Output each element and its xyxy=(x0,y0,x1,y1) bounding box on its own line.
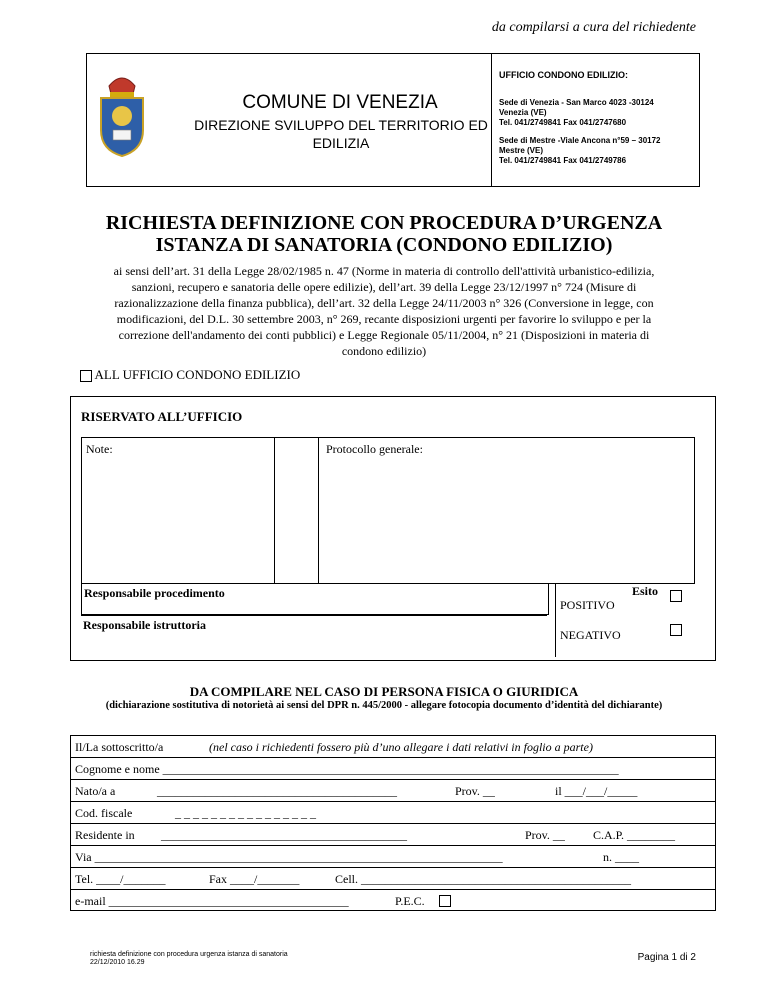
cf-label: Cod. fiscale xyxy=(75,806,133,820)
form-row-nato[interactable] xyxy=(70,779,716,801)
footer-file-info xyxy=(90,951,288,967)
mestre-line: Tel. 041/2749841 Fax 041/2749786 xyxy=(499,156,627,165)
positivo-label: POSITIVO xyxy=(560,598,615,612)
cell-field: Cell. _____________________________________________ xyxy=(335,872,631,886)
civico-field: n. ____ xyxy=(603,850,639,864)
note-cell[interactable] xyxy=(82,438,275,583)
resp-procedimento-label: Responsabile procedimento xyxy=(84,586,225,600)
resp-istruttoria-label: Responsabile istruttoria xyxy=(83,618,206,632)
ufficio-checkbox[interactable] xyxy=(80,370,92,382)
pec-checkbox[interactable] xyxy=(439,895,451,907)
email-field: e-mail ________________________________________ xyxy=(75,894,349,908)
sottoscritto-note: (nel caso i richiedenti fossero più d’uno allegare i dati relativi in foglio a parte) xyxy=(209,740,593,754)
resp-istruttoria-row[interactable] xyxy=(81,615,547,658)
esito-block xyxy=(555,584,706,657)
ufficio-option xyxy=(80,367,300,383)
page-number: Pagina 1 di 2 xyxy=(637,952,696,963)
header-box xyxy=(86,53,700,187)
title-line: RICHIESTA DEFINIZIONE CON PROCEDURA D’URGENZA xyxy=(105,212,663,234)
section-subtitle: (dichiarazione sostitutiva di notorietà ai sensi del DPR n. 445/2000 - allegare fotocopia documento d’identità del dichiarante) xyxy=(105,700,663,711)
legal-line: razionalizzazione della finanza pubblica), dell’art. 32 della Legge 24/11/2003 n° 326 (Conversione in legge, con xyxy=(114,296,654,310)
legal-line: correzione dell'andamento dei conti pubblici) e Legge Regionale 05/11/2004, n° 21 (Disposizioni in materia di xyxy=(118,328,650,342)
legal-line: sanzioni, recupero e sanatoria delle opere edilizie), dell’art. 39 della Legge 23/12/1997 n° 724 (Misure di xyxy=(131,280,637,294)
direzione-line: DIREZIONE SVILUPPO DEL TERRITORIO ED xyxy=(194,117,488,133)
venice-crest-icon xyxy=(95,72,149,158)
pec-label: P.E.C. xyxy=(395,894,425,908)
note-label: Note: xyxy=(86,442,113,456)
legal-reference xyxy=(84,263,684,359)
venezia-line: Tel. 041/2749841 Fax 041/2747680 xyxy=(499,118,627,127)
resp-procedimento-row[interactable] xyxy=(81,584,549,615)
residente-field: _________________________________________ xyxy=(161,828,407,842)
venezia-line: Venezia (VE) xyxy=(499,108,547,117)
cf-slots: _ _ _ _ _ _ _ _ _ _ _ _ _ _ _ _ xyxy=(175,806,316,820)
negativo-checkbox[interactable] xyxy=(670,624,682,636)
nato-label: Nato/a a xyxy=(75,784,116,798)
riservato-title: RISERVATO ALL’UFFICIO xyxy=(81,409,243,424)
fax-field: Fax ____/_______ xyxy=(209,872,300,886)
prov-residenza-field: Prov. __ xyxy=(525,828,565,842)
legal-line: condono edilizio) xyxy=(341,344,427,358)
direzione-line: EDILIZIA xyxy=(312,135,370,151)
footer-date: 22/12/2010 16.29 xyxy=(90,959,145,966)
tel-field: Tel. ____/_______ xyxy=(75,872,166,886)
venezia-line: Sede di Venezia - San Marco 4023 -30124 xyxy=(499,98,654,107)
comune-title: COMUNE DI VENEZIA xyxy=(242,92,438,113)
cap-field: C.A.P. ________ xyxy=(593,828,676,842)
legal-line: modificazioni, del D.L. 30 settembre 2003, n° 269, recante disposizioni urgenti per favorire lo sviluppo e per la xyxy=(116,312,652,326)
ufficio-title: UFFICIO CONDONO EDILIZIO: xyxy=(499,70,628,80)
form-row-sottoscritto[interactable] xyxy=(70,735,716,757)
form-row-cognome[interactable] xyxy=(70,757,716,779)
negativo-label: NEGATIVO xyxy=(560,628,621,642)
esito-label: Esito xyxy=(632,584,659,598)
mestre-line: Mestre (VE) xyxy=(499,146,544,155)
cognome-field: Cognome e nome ____________________________________________________________________________ xyxy=(75,762,619,776)
residente-label: Residente in xyxy=(75,828,135,842)
positivo-checkbox[interactable] xyxy=(670,590,682,602)
footer-filename: richiesta definizione con procedura urgenza istanza di sanatoria xyxy=(90,951,288,958)
nato-field: ________________________________________ xyxy=(157,784,397,798)
mestre-line: Sede di Mestre -Viale Ancona n°59 – 30172 xyxy=(499,136,661,145)
ufficio-info xyxy=(499,70,699,166)
top-note: da compilarsi a cura del richiedente xyxy=(491,20,696,35)
form-row-cf[interactable] xyxy=(70,801,716,823)
ufficio-option-label: ALL UFFICIO CONDONO EDILIZIO xyxy=(94,367,301,382)
via-field: Via ____________________________________________________________________ xyxy=(75,850,503,864)
protocollo-label: Protocollo generale: xyxy=(326,442,423,456)
section-title: DA COMPILARE NEL CASO DI PERSONA FISICA O GIURIDICA xyxy=(189,684,579,699)
direzione-text xyxy=(187,116,495,152)
form-row-tel[interactable] xyxy=(70,867,716,889)
prov-field: Prov. __ xyxy=(455,784,495,798)
title-line: ISTANZA DI SANATORIA (CONDONO EDILIZIO) xyxy=(155,234,613,256)
form-row-via[interactable] xyxy=(70,845,716,867)
data-nascita-field: il ___/___/_____ xyxy=(555,784,638,798)
document-title xyxy=(60,212,708,256)
legal-line: ai sensi dell’art. 31 della Legge 28/02/1985 n. 47 (Norme in materia di controllo dell'attività urbanistico-edilizia, xyxy=(113,264,655,278)
form-row-email[interactable] xyxy=(70,889,716,911)
notes-table xyxy=(81,437,695,584)
spacer-cell xyxy=(274,438,319,583)
sottoscritto-label: Il/La sottoscritto/a xyxy=(75,740,164,754)
riservato-box xyxy=(70,396,716,661)
form-row-residente[interactable] xyxy=(70,823,716,845)
